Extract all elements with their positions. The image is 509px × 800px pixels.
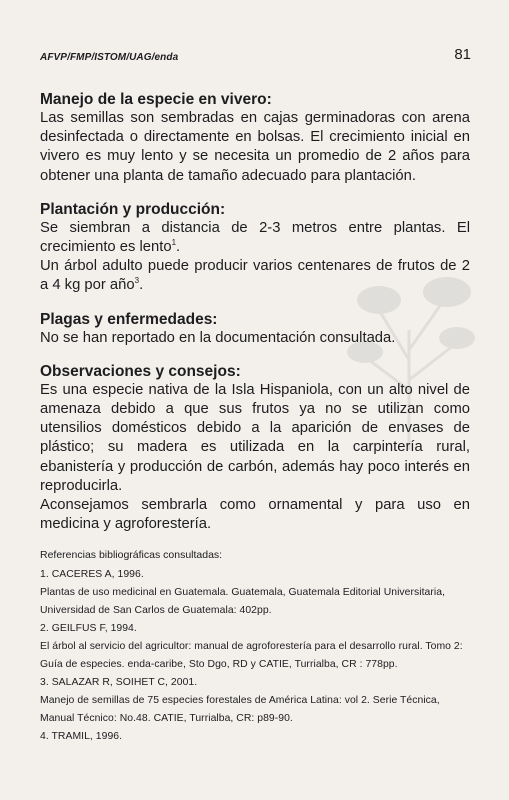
section-paragraph: Es una especie nativa de la Isla Hispaniola, con un alto nivel de amenaza debido a que sus frutos ya no se utilizan como utensilios domésticos debido a la aparición de envases de plástico; su madera es utilizada en la carpintería rural, ebanistería y producción de carbón, además hay poco interés en reproducirla. [40,381,470,494]
paragraph-text: Se siembran a distancia de 2-3 metros entre plantas. El crecimiento es lento [40,219,470,256]
page-number: 81 [454,46,471,63]
references [40,548,470,746]
reference-line: 2. GEILFUS F, 1994. [40,623,137,635]
section-title: Manejo de la especie en vivero: [40,91,272,108]
section-title: Plagas y enfermedades: [40,310,218,328]
section-paragraph: Aconsejamos sembrarla como ornamental y para uso en medicina y agroforestería. [40,497,470,533]
reference-line: Manejo de semillas de 75 especies forestales de América Latina: vol 2. Serie Técnica, Manual Técnico: No.48. CATIE, Turrialba, CR: p89-90. [40,695,440,725]
reference-line: El árbol al servicio del agricultor: manual de agroforestería para el desarrollo rural. Tomo 2: Guía de especies. enda-caribe, Sto Dgo, RD y CATIE, Turrialba, CR : 778pp. [40,641,463,671]
section-paragraph: Las semillas son sembradas en cajas germinadoras con arena desinfectada o directamente en bolsas. El crecimiento inicial en vivero es muy lento y se necesita un promedio de 2 años para obtener una planta de tamaño adecuado para plantación. [40,110,470,184]
paragraph-end: . [139,277,144,294]
section-nursery [40,90,470,186]
section-paragraph [40,219,470,257]
paragraph-end: . [176,239,181,256]
reference-line: Plantas de uso medicinal en Guatemala. Guatemala, Guatemala Editorial Universitaria, Universidad de San Carlos de Guatemala: 402pp. [40,587,446,617]
publisher-line: AFVP/FMP/ISTOM/UAG/enda [40,52,179,63]
section-title: Plantación y producción: [40,200,226,218]
page-content [40,90,470,746]
section-paragraph [40,257,470,295]
page-header [40,40,471,80]
footnote-ref: 3 [134,276,140,286]
section-title: Observaciones y consejos: [40,362,241,380]
section-pests [40,310,470,348]
section-paragraph: No se han reportado en la documentación consultada. [40,329,396,346]
references-title: Referencias bibliográficas consultadas: [40,549,223,562]
reference-line: 1. CACERES A, 1996. [40,569,144,581]
footnote-ref: 1 [171,238,177,248]
section-observations [40,362,470,535]
paragraph-text: Un árbol adulto puede producir varios centenares de frutos de 2 a 4 kg por año [40,258,470,294]
reference-line: 4. TRAMIL, 1996. [40,731,123,743]
section-planting [40,200,470,296]
reference-line: 3. SALAZAR R, SOIHET C, 2001. [40,677,198,689]
